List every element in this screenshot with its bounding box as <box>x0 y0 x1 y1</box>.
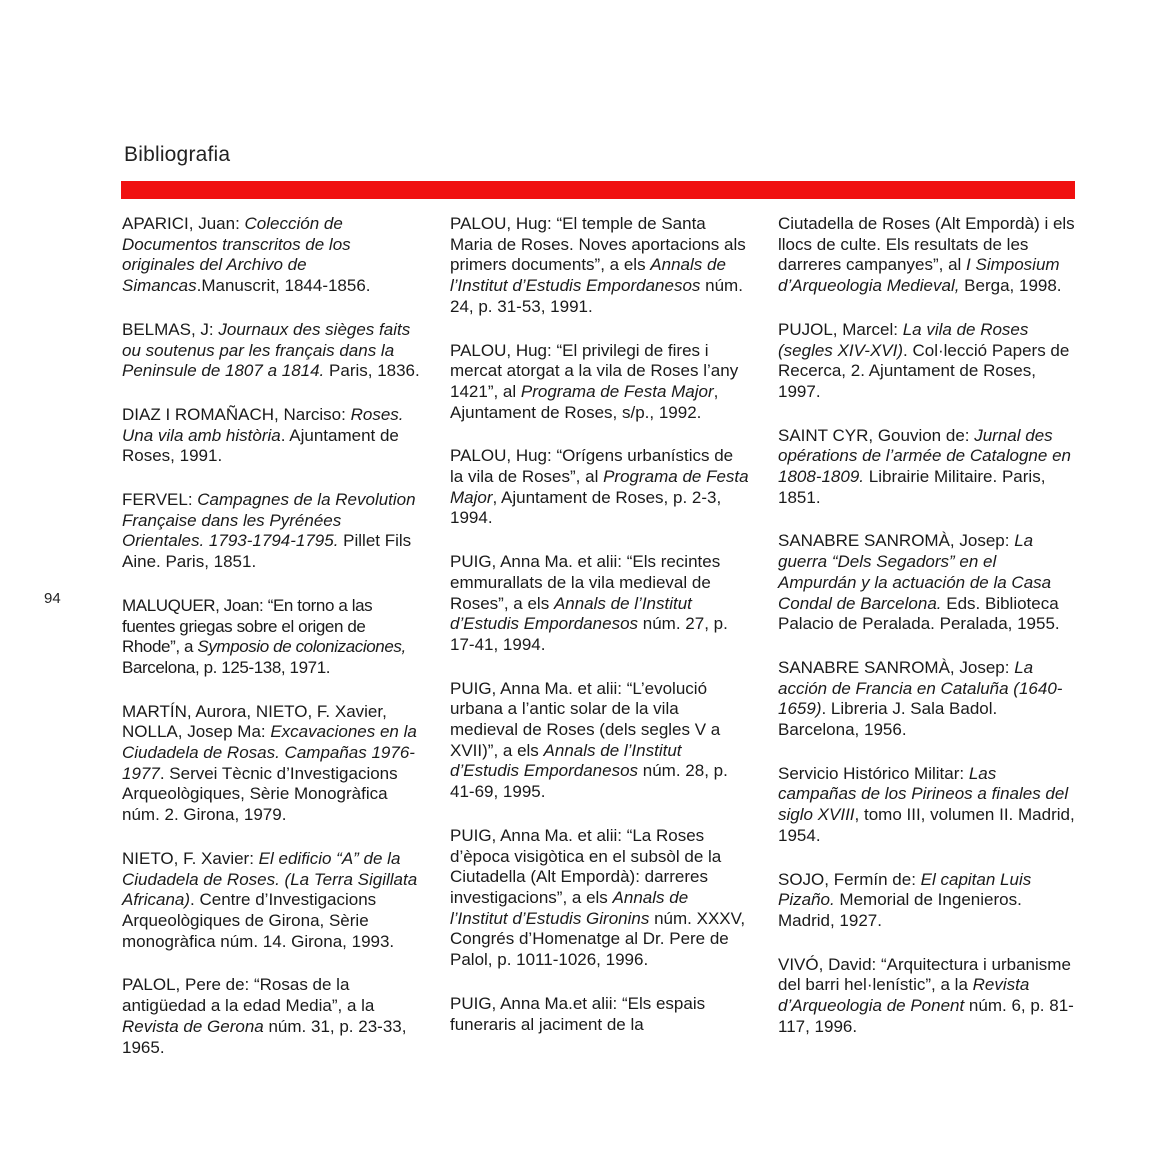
entry-text: núm. 6, p. 81-117, 1996. <box>778 996 1074 1036</box>
entry-text: .Manuscrit, 1844-1856. <box>196 276 371 296</box>
entry-text: núm. 31, p. 23-33, 1965. <box>122 1016 407 1057</box>
bibliography-entry <box>778 320 1078 403</box>
entry-text: , Ajuntament de Roses, s/p., 1992. <box>450 381 719 422</box>
entry-text: Paris, 1836. <box>324 361 420 381</box>
entry-title-italic: I Simposium d’Arqueologia Medieval, <box>778 255 1060 296</box>
bibliography-entry <box>778 531 1078 635</box>
entry-text: . Col·lecció Papers de Recerca, 2. Ajuntament de Roses, 1997. <box>778 340 1070 401</box>
entry-text: Eds. Biblioteca Palacio de Peralada. Peralada, 1955. <box>778 593 1060 634</box>
bibliography-entry <box>122 405 422 467</box>
entry-text: Pillet Fils Aine. Paris, 1851. <box>122 531 412 572</box>
entry-text: SANABRE SANROMÀ, Josep: <box>778 657 1015 677</box>
entry-text: . Ajuntament de Roses, 1991. <box>122 425 399 466</box>
entry-text: VIVÓ, David: “Arquitectura i urbanisme del barri hel·lenístic”, a la <box>778 954 1071 995</box>
entry-text: FERVEL: <box>122 490 198 510</box>
entry-title-italic: Programa de Festa Major <box>520 381 714 401</box>
entry-text: MARTÍN, Aurora, NIETO, F. Xavier, NOLLA, Josep Ma: <box>122 701 387 742</box>
bibliography-entry <box>122 975 422 1058</box>
bibliography-column-3 <box>778 214 1078 1061</box>
entry-title-italic: Jurnal des opérations de l’armée de Catalogne en 1808-1809. <box>778 425 1071 487</box>
bibliography-entry <box>122 702 422 826</box>
entry-text: núm. 27, p. 17-41, 1994. <box>450 614 728 654</box>
entry-text: . Servei Tècnic d’Investigacions Arqueològiques, Sèrie Monogràfica núm. 2. Girona, 1979. <box>122 763 398 825</box>
entry-text: PUIG, Anna Ma.et alii: “Els espais funeraris al jaciment de la <box>450 993 706 1034</box>
page-title: Bibliografia <box>124 143 231 166</box>
bibliography-entry <box>450 552 750 656</box>
entry-title-italic: La vila de Roses (segles XIV-XVI) <box>778 319 1029 360</box>
entry-text: SOJO, Fermín de: <box>778 869 921 889</box>
entry-title-italic: Revista d’Arqueologia de Ponent <box>778 975 1030 1016</box>
entry-text: SAINT CYR, Gouvion de: <box>778 425 975 445</box>
bibliography-column-1 <box>122 214 422 1081</box>
entry-text: núm. 24, p. 31-53, 1991. <box>450 276 743 316</box>
entry-text: Barcelona, p. 125-138, 1971. <box>122 657 331 677</box>
entry-text: PUIG, Anna Ma. et alii: “L’evolució urbana a l’antic solar de la vila medieval de Roses (dels segles V a XVII)”, a els <box>450 678 721 760</box>
page-number: 94 <box>44 590 61 607</box>
entry-text: PALOU, Hug: “El temple de Santa Maria de Roses. Noves aportacions als primers documents”, a els <box>450 214 746 275</box>
entry-title-italic: Annals de l’Institut d’Estudis Gironins <box>450 887 689 928</box>
entry-text: , tomo III, volumen II. Madrid, 1954. <box>778 805 1075 845</box>
entry-title-italic: Revista de Gerona <box>122 1016 264 1036</box>
entry-title-italic: Annals de l’Institut d’Estudis Empordanesos <box>450 593 692 634</box>
bibliography-entry <box>778 426 1078 509</box>
bibliography-column-2 <box>450 214 750 1058</box>
entry-title-italic: La acción de Francia en Cataluña (1640-1659) <box>778 657 1063 719</box>
entry-title-italic: Colección de Documentos transcritos de los originales del Archivo de Simancas <box>122 214 351 296</box>
bibliography-entry <box>450 341 750 424</box>
entry-text: Librairie Militaire. Paris, 1851. <box>778 467 1046 507</box>
entry-title-italic: Campagnes de la Revolution Française dans les Pyrénées Orientales. 1793-1794-1795. <box>122 490 416 551</box>
entry-text: . Centre d’Investigacions Arqueològiques de Girona, Sèrie monogràfica núm. 14. Girona, 1993. <box>122 890 395 951</box>
entry-text: Servicio Histórico Militar: <box>778 763 969 783</box>
entry-text: BELMAS, J: <box>122 319 219 339</box>
entry-title-italic: Journaux des sièges faits ou soutenus par les français dans la Peninsule de 1807 a 1814. <box>122 319 411 381</box>
bibliography-entry <box>450 994 750 1035</box>
bibliography-entry <box>122 596 422 679</box>
entry-text: SANABRE SANROMÀ, Josep: <box>778 531 1015 551</box>
bibliography-entry <box>122 849 422 953</box>
entry-text: PALOU, Hug: “El privilegi de fires i mercat atorgat a la vila de Roses l’any 1421”, al <box>450 340 739 401</box>
bibliography-entry <box>122 214 422 297</box>
bibliography-entry <box>450 826 750 971</box>
bibliography-entry <box>778 764 1078 847</box>
bibliography-entry <box>450 446 750 529</box>
bibliography-entry <box>778 870 1078 932</box>
entry-title-italic: El capitan Luis Pizaño. <box>778 869 1032 910</box>
bibliography-entry <box>778 955 1078 1038</box>
entry-text: MALUQUER, Joan: “En torno a las fuentes griegas sobre el origen de Rhode”, a <box>122 595 373 657</box>
entry-text: PALOL, Pere de: “Rosas de la antigüedad a la edad Media”, a la <box>122 975 375 1016</box>
bibliography-entry <box>778 214 1078 297</box>
entry-title-italic: Las campañas de los Pirineos a finales del siglo XVIII <box>778 763 1069 825</box>
entry-text: Ciutadella de Roses (Alt Empordà) i els llocs de culte. Els resultats de les darreres campanyes”, al <box>778 214 1075 275</box>
bibliography-entry <box>122 320 422 382</box>
entry-title-italic: Excavaciones en la Ciudadela de Rosas. Campañas 1976-1977 <box>122 722 417 783</box>
entry-text: NIETO, F. Xavier: <box>122 848 259 868</box>
entry-text: PALOU, Hug: “Orígens urbanístics de la vila de Roses”, al <box>450 446 734 487</box>
entry-text: APARICI, Juan: <box>122 214 245 233</box>
entry-title-italic: La guerra “Dels Segadors” en el Ampurdán y la actuación de la Casa Condal de Barcelona. <box>778 531 1052 613</box>
entry-text: Berga, 1998. <box>959 276 1062 296</box>
entry-title-italic: Programa de Festa Major <box>450 467 749 507</box>
entry-text: Memorial de Ingenieros. Madrid, 1927. <box>778 890 1022 930</box>
bibliography-entry <box>778 658 1078 741</box>
entry-title-italic: El edificio “A” de la Ciudadela de Roses. (La Terra Sigillata Africana) <box>122 848 418 910</box>
entry-title-italic: Annals de l’Institut d’Estudis Empordanesos <box>450 740 682 781</box>
entry-text: DIAZ I ROMAÑACH, Narciso: <box>122 404 351 424</box>
bibliography-entry <box>450 679 750 803</box>
entry-text: PUJOL, Marcel: <box>778 319 903 339</box>
title-divider-bar <box>121 181 1075 199</box>
bibliography-entry <box>450 214 750 318</box>
entry-title-italic: Roses. Una vila amb història <box>122 404 404 445</box>
entry-text: núm. 28, p. 41-69, 1995. <box>450 761 728 802</box>
entry-text: PUIG, Anna Ma. et alii: “Els recintes emmurallats de la vila medieval de Roses”, a els <box>450 552 721 613</box>
entry-text: PUIG, Anna Ma. et alii: “La Roses d’època visigòtica en el subsòl de la Ciutadella (Alt Empordà): darreres investigacions”, a els <box>450 825 722 907</box>
entry-text: , Ajuntament de Roses, p. 2-3, 1994. <box>450 487 722 528</box>
entry-text: . Libreria J. Sala Badol. Barcelona, 1956. <box>778 699 998 740</box>
entry-text: núm. XXXV, Congrés d’Homenatge al Dr. Pere de Palol, p. 1011-1026, 1996. <box>450 908 746 970</box>
entry-title-italic: Annals de l’Institut d’Estudis Empordanesos <box>450 255 726 296</box>
entry-title-italic: Symposio de colonizaciones, <box>197 637 406 657</box>
bibliography-entry <box>122 490 422 573</box>
